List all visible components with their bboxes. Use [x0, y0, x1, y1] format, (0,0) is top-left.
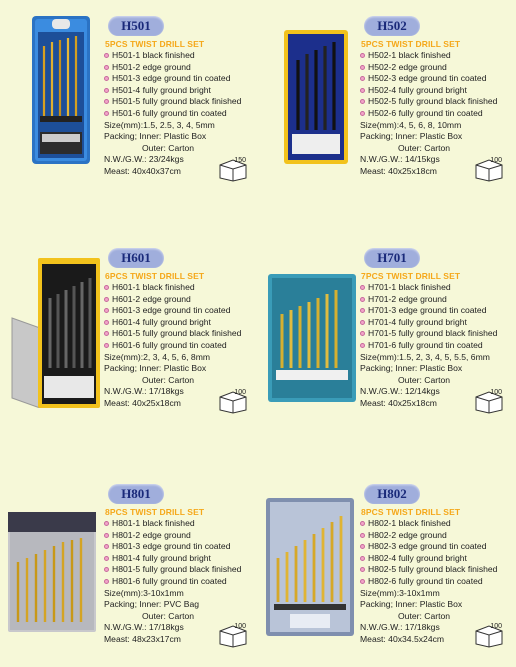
bullet-icon — [104, 308, 109, 313]
carton-box-icon — [216, 156, 250, 182]
product-image-h701 — [268, 274, 356, 402]
bullet-icon — [360, 99, 365, 104]
variant-list — [358, 282, 516, 352]
list-item: H502-3 edge ground tin coated — [358, 73, 516, 85]
product-h802 — [262, 484, 512, 667]
bullet-icon — [104, 579, 109, 584]
packing-inner: Packing; Inner: Plastic Box — [360, 131, 463, 142]
list-item: H801-6 fully ground tin coated — [102, 576, 262, 588]
bullet-icon — [360, 343, 365, 348]
product-h501 — [6, 16, 256, 216]
meast-spec: Meast: 40x25x18cm — [360, 165, 437, 176]
list-item: H601-2 edge ground — [102, 294, 262, 306]
product-h701 — [262, 248, 512, 448]
carton-qty: 100 — [234, 389, 246, 396]
bullet-icon — [360, 285, 365, 290]
weight-spec: N.W./G.W.: 23/24kgs — [104, 154, 184, 165]
carton-box-icon — [216, 388, 250, 414]
list-item: H502-4 fully ground bright — [358, 85, 516, 97]
weight-spec: N.W./G.W.: 17/18kgs — [104, 386, 184, 397]
product-info-h601 — [102, 248, 262, 410]
product-h502 — [262, 16, 512, 216]
packing-inner: Packing; Inner: Plastic Box — [104, 363, 207, 374]
bullet-icon — [104, 320, 109, 325]
variant-list — [102, 518, 262, 588]
weight-spec: N.W./G.W.: 17/18kgs — [360, 622, 440, 633]
product-image-h501 — [32, 16, 90, 164]
packing-outer: Outer: Carton — [142, 610, 195, 621]
list-item: H501-2 edge ground — [102, 62, 262, 74]
carton-qty: 100 — [490, 389, 502, 396]
list-item: H802-6 fully ground tin coated — [358, 576, 516, 588]
list-item: H601-4 fully ground bright — [102, 317, 262, 329]
bullet-icon — [104, 53, 109, 58]
packing-inner: Packing; Inner: Plastic Box — [360, 599, 463, 610]
meast-spec: Meast: 40x25x18cm — [360, 397, 437, 408]
packing-outer: Outer: Carton — [142, 374, 195, 385]
list-item: H501-6 fully ground tin coated — [102, 108, 262, 120]
meast-spec: Meast: 40x34.5x24cm — [360, 633, 445, 644]
bullet-icon — [360, 65, 365, 70]
product-title: 5PCS TWIST DRILL SET — [361, 39, 461, 49]
weight-spec: N.W./G.W.: 17/18kgs — [104, 622, 184, 633]
variant-list — [358, 50, 516, 120]
variant-list — [358, 518, 516, 588]
list-item: H801-3 edge ground tin coated — [102, 541, 262, 553]
bullet-icon — [360, 111, 365, 116]
bullet-icon — [104, 533, 109, 538]
size-spec: Size(mm):3-10x1mm — [104, 587, 184, 598]
product-info-h501 — [102, 16, 262, 178]
list-item: H801-2 edge ground — [102, 530, 262, 542]
variant-list — [102, 282, 262, 352]
packing-outer: Outer: Carton — [142, 142, 195, 153]
product-image-h601 — [10, 258, 102, 408]
product-image-h802 — [266, 498, 354, 636]
weight-spec: N.W./G.W.: 12/14kgs — [360, 386, 440, 397]
list-item: H501-5 fully ground black finished — [102, 96, 262, 108]
bullet-icon — [360, 88, 365, 93]
size-spec: Size(mm):3-10x1mm — [360, 587, 440, 598]
list-item: H501-4 fully ground bright — [102, 85, 262, 97]
size-spec: Size(mm):4, 5, 6, 8, 10mm — [360, 119, 462, 130]
product-image-h801 — [8, 512, 96, 632]
product-title: 8PCS TWIST DRILL SET — [105, 507, 205, 517]
size-spec: Size(mm):2, 3, 4, 5, 6, 8mm — [104, 351, 211, 362]
list-item: H802-2 edge ground — [358, 530, 516, 542]
bullet-icon — [360, 544, 365, 549]
meast-spec: Meast: 48x23x17cm — [104, 633, 181, 644]
product-code-badge: H502 — [364, 16, 420, 36]
packing-outer: Outer: Carton — [398, 374, 451, 385]
bullet-icon — [360, 297, 365, 302]
carton-box-icon — [472, 388, 506, 414]
list-item: H802-3 edge ground tin coated — [358, 541, 516, 553]
bullet-icon — [104, 99, 109, 104]
product-title: 8PCS TWIST DRILL SET — [361, 507, 461, 517]
list-item: H502-2 edge ground — [358, 62, 516, 74]
carton-qty: 100 — [234, 623, 246, 630]
product-image-h502 — [284, 30, 348, 164]
packing-inner: Packing; Inner: Plastic Box — [360, 363, 463, 374]
product-info-h701 — [358, 248, 516, 410]
list-item: H502-1 black finished — [358, 50, 516, 62]
bullet-icon — [360, 76, 365, 81]
bullet-icon — [360, 331, 365, 336]
bullet-icon — [104, 556, 109, 561]
list-item: H601-1 black finished — [102, 282, 262, 294]
carton-box-icon — [472, 156, 506, 182]
list-item: H801-1 black finished — [102, 518, 262, 530]
product-h801 — [6, 484, 256, 667]
list-item: H701-5 fully ground black finished — [358, 328, 516, 340]
meast-spec: Meast: 40x40x37cm — [104, 165, 181, 176]
bullet-icon — [360, 567, 365, 572]
product-code-badge: H501 — [108, 16, 164, 36]
bullet-icon — [360, 320, 365, 325]
product-code-badge: H601 — [108, 248, 164, 268]
list-item: H502-5 fully ground black finished — [358, 96, 516, 108]
bullet-icon — [104, 297, 109, 302]
bullet-icon — [104, 544, 109, 549]
bullet-icon — [104, 285, 109, 290]
list-item: H801-4 fully ground bright — [102, 553, 262, 565]
product-code-badge: H701 — [364, 248, 420, 268]
size-spec: Size(mm):1.5, 2, 3, 4, 5, 5.5, 6mm — [360, 351, 490, 362]
list-item: H601-3 edge ground tin coated — [102, 305, 262, 317]
list-item: H701-2 edge ground — [358, 294, 516, 306]
list-item: H701-3 edge ground tin coated — [358, 305, 516, 317]
bullet-icon — [360, 53, 365, 58]
list-item: H502-6 fully ground tin coated — [358, 108, 516, 120]
bullet-icon — [104, 111, 109, 116]
product-title: 5PCS TWIST DRILL SET — [105, 39, 205, 49]
weight-spec: N.W./G.W.: 14/15kgs — [360, 154, 440, 165]
product-title: 6PCS TWIST DRILL SET — [105, 271, 205, 281]
bullet-icon — [104, 567, 109, 572]
list-item: H601-6 fully ground tin coated — [102, 340, 262, 352]
bullet-icon — [360, 308, 365, 313]
product-info-h502 — [358, 16, 516, 178]
bullet-icon — [360, 533, 365, 538]
list-item: H701-4 fully ground bright — [358, 317, 516, 329]
bullet-icon — [104, 331, 109, 336]
size-spec: Size(mm):1.5, 2.5, 3, 4, 5mm — [104, 119, 215, 130]
packing-inner: Packing; Inner: Plastic Box — [104, 131, 207, 142]
bullet-icon — [104, 88, 109, 93]
bullet-icon — [104, 343, 109, 348]
carton-qty: 100 — [490, 623, 502, 630]
packing-outer: Outer: Carton — [398, 610, 451, 621]
list-item: H802-5 fully ground black finished — [358, 564, 516, 576]
list-item: H801-5 fully ground black finished — [102, 564, 262, 576]
carton-box-icon — [216, 622, 250, 648]
carton-qty: 100 — [490, 157, 502, 164]
bullet-icon — [360, 579, 365, 584]
bullet-icon — [104, 521, 109, 526]
carton-qty: 150 — [234, 157, 246, 164]
list-item: H802-1 black finished — [358, 518, 516, 530]
carton-box-icon — [472, 622, 506, 648]
product-code-badge: H801 — [108, 484, 164, 504]
packing-outer: Outer: Carton — [398, 142, 451, 153]
variant-list — [102, 50, 262, 120]
product-code-badge: H802 — [364, 484, 420, 504]
list-item: H802-4 fully ground bright — [358, 553, 516, 565]
list-item: H501-3 edge ground tin coated — [102, 73, 262, 85]
product-title: 7PCS TWIST DRILL SET — [361, 271, 461, 281]
bullet-icon — [360, 521, 365, 526]
meast-spec: Meast: 40x25x18cm — [104, 397, 181, 408]
list-item: H601-5 fully ground black finished — [102, 328, 262, 340]
list-item: H501-1 black finished — [102, 50, 262, 62]
product-h601 — [6, 248, 256, 448]
bullet-icon — [104, 65, 109, 70]
bullet-icon — [360, 556, 365, 561]
packing-inner: Packing; Inner: PVC Bag — [104, 599, 200, 610]
list-item: H701-1 black finished — [358, 282, 516, 294]
bullet-icon — [104, 76, 109, 81]
list-item: H701-6 fully ground tin coated — [358, 340, 516, 352]
